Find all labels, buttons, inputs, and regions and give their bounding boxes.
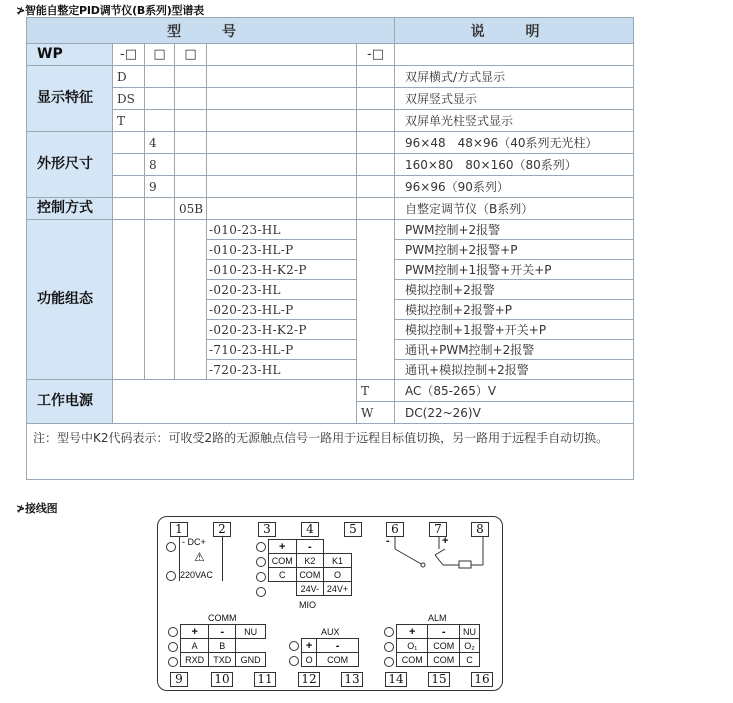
terminal-5: 5 <box>344 522 362 537</box>
display-code-ds: DS <box>113 88 145 110</box>
display-desc-ds: 双屏竖式显示 <box>395 88 634 110</box>
size-label: 外形尺寸 <box>27 132 113 198</box>
function-code: -710-23-HL-P <box>207 340 357 360</box>
function-desc: 通讯+模拟控制+2报警 <box>395 360 634 380</box>
function-code: -020-23-HL-P <box>207 300 357 320</box>
function-code: -020-23-H-K2-P <box>207 320 357 340</box>
terminal-circle <box>166 571 176 581</box>
display-feature-label: 显示特征 <box>27 66 113 132</box>
header-model: 型 号 <box>27 18 395 44</box>
comm-grid: + - NU A B RXD TXD GND <box>180 624 266 667</box>
terminal-circle <box>166 542 176 552</box>
function-code: -720-23-HL <box>207 360 357 380</box>
size-code-9: 9 <box>145 176 175 198</box>
terminal-circle <box>289 656 299 666</box>
size-desc-4: 96×48 48×96（40系列无光柱） <box>395 132 634 154</box>
relay-switch-icon <box>383 537 493 573</box>
control-mode-label: 控制方式 <box>27 198 113 220</box>
display-desc-t: 双屏单光柱竖式显示 <box>395 110 634 132</box>
display-desc-d: 双屏横式/方式显示 <box>395 66 634 88</box>
control-code: 05B <box>175 198 207 220</box>
wp-code-box-1: -□ <box>113 44 145 66</box>
terminal-circle <box>256 587 266 597</box>
terminal-8: 8 <box>471 522 489 537</box>
control-desc: 自整定调节仪（B系列） <box>395 198 634 220</box>
terminal-15: 15 <box>428 672 450 687</box>
terminal-16: 16 <box>471 672 493 687</box>
function-desc: 模拟控制+1报警+开关+P <box>395 320 634 340</box>
terminal-7: 7 <box>429 522 447 537</box>
function-code: -010-23-H-K2-P <box>207 260 357 280</box>
function-desc: PWM控制+2报警+P <box>395 240 634 260</box>
spec-table-title: ≯智能自整定PID调节仪(B系列)型谱表 <box>16 4 204 17</box>
terminal-14: 14 <box>385 672 407 687</box>
table-note: 注：型号中K2代码表示：可收受2路的无源触点信号一路用于远程目标值切换，另一路用于远程手自动切换。 <box>27 424 634 480</box>
display-code-d: D <box>113 66 145 88</box>
wp-desc <box>395 44 634 66</box>
mio-label: MIO <box>299 600 316 610</box>
function-desc: 模拟控制+2报警 <box>395 280 634 300</box>
power-code-w: W <box>357 402 395 424</box>
warning-icon: ⚠ <box>194 550 205 564</box>
relay-plus: + <box>442 535 449 547</box>
wiring-title: ≯接线图 <box>16 502 58 515</box>
comm-label: COMM <box>208 613 237 623</box>
wp-code-box-4 <box>207 44 357 66</box>
terminal-circle <box>256 542 266 552</box>
terminal-12: 12 <box>298 672 320 687</box>
power-desc-w: DC(22~26)V <box>395 402 634 424</box>
header-description: 说 明 <box>395 18 634 44</box>
size-desc-8: 160×80 80×160（80系列） <box>395 154 634 176</box>
terminal-circle <box>256 572 266 582</box>
wiring-diagram <box>157 516 503 691</box>
terminal-circle <box>168 657 178 667</box>
aux-grid: + - O COM <box>301 638 359 667</box>
terminal-10: 10 <box>211 672 233 687</box>
terminal-circle <box>384 627 394 637</box>
function-desc: 通讯+PWM控制+2报警 <box>395 340 634 360</box>
terminal-6: 6 <box>386 522 404 537</box>
terminal-13: 13 <box>341 672 363 687</box>
function-desc: PWM控制+1报警+开关+P <box>395 260 634 280</box>
terminal-1: 1 <box>170 522 188 537</box>
terminal-3: 3 <box>258 522 276 537</box>
terminal-circle <box>168 627 178 637</box>
function-desc: PWM控制+2报警 <box>395 220 634 240</box>
alm-label: ALM <box>428 613 447 623</box>
size-code-4: 4 <box>145 132 175 154</box>
alm-grid: + - NU O₁ COM O₂ COM COM C <box>396 624 480 667</box>
terminal-circle <box>384 657 394 667</box>
size-desc-9: 96×96（90系列） <box>395 176 634 198</box>
function-desc: 模拟控制+2报警+P <box>395 300 634 320</box>
terminal-circle <box>168 642 178 652</box>
power-supply-label: 工作电源 <box>27 380 113 424</box>
size-code-8: 8 <box>145 154 175 176</box>
function-config-label: 功能组态 <box>27 220 113 380</box>
display-code-t: T <box>113 110 145 132</box>
wp-code-box-6: -□ <box>357 44 395 66</box>
terminal-circle <box>289 641 299 651</box>
terminal-circle <box>256 557 266 567</box>
power-code-t: T <box>357 380 395 402</box>
function-code: -010-23-HL-P <box>207 240 357 260</box>
power-desc-t: AC（85-265）V <box>395 380 634 402</box>
relay-minus: - <box>386 535 390 547</box>
function-code: -020-23-HL <box>207 280 357 300</box>
terminal-4: 4 <box>301 522 319 537</box>
aux-label: AUX <box>321 627 340 637</box>
model-spec-table <box>26 17 634 480</box>
ac-label: 220VAC <box>180 570 213 580</box>
wp-label: WP <box>27 44 113 66</box>
terminal-2: 2 <box>213 522 231 537</box>
function-code: -010-23-HL <box>207 220 357 240</box>
mio-grid: + - COM K2 K1 C COM O 24V- 24V+ <box>268 539 352 596</box>
dc-label: - DC+ <box>182 537 206 547</box>
wp-code-box-2: □ <box>145 44 175 66</box>
terminal-circle <box>384 642 394 652</box>
terminal-9: 9 <box>170 672 188 687</box>
wp-code-box-3: □ <box>175 44 207 66</box>
terminal-11: 11 <box>254 672 276 687</box>
